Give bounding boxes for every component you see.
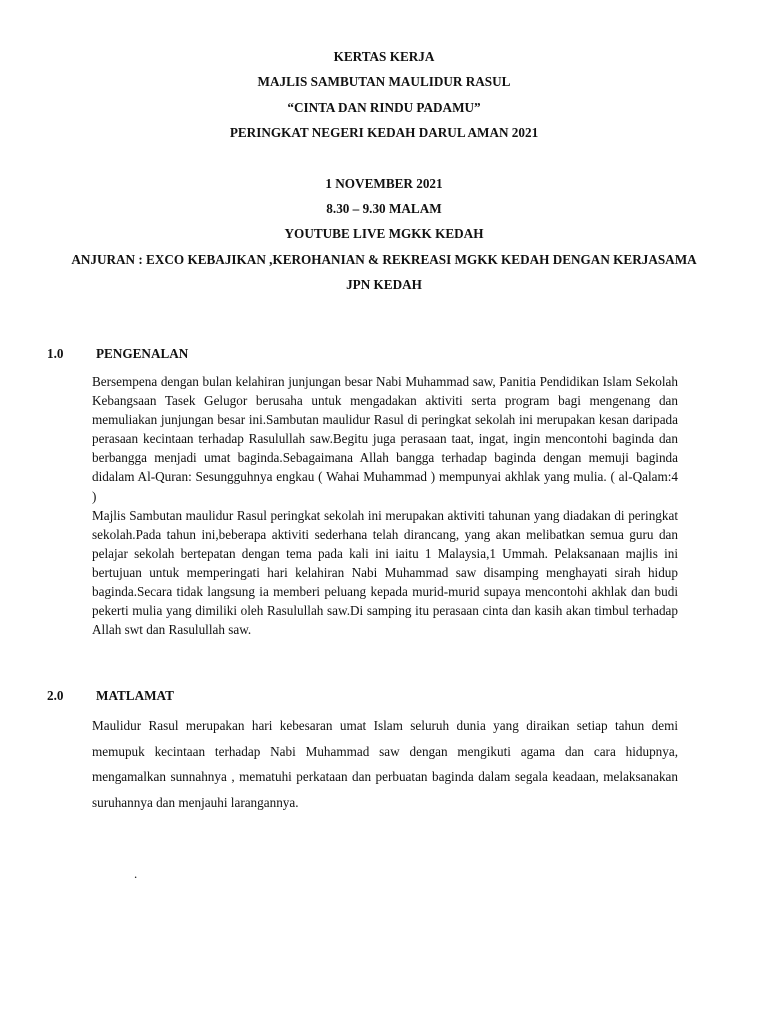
- event-venue: YOUTUBE LIVE MGKK KEDAH: [284, 226, 484, 242]
- section-body: [92, 713, 678, 816]
- document-header: [0, 44, 768, 298]
- doc-type-title: KERTAS KERJA: [333, 49, 435, 64]
- paragraph: Bersempena dengan bulan kelahiran junjungan besar Nabi Muhammad saw, Panitia Pendidikan Islam Sekolah Kebangsaan Tasek Gelugor berusaha untuk mengadakan aktiviti serta program bagi mengenang dan memuliakan junjungan besar ini.Sambutan maulidur Rasul di peringkat sekolah ini merupakan kesan daripada perasaan kecintaan terhadap Rasulullah saw.Begitu juga perasaan taat, ingat, ingin mencontohi baginda dan berbangga menjadi umat baginda.Sebagaimana Allah bangga terhadap baginda dengan memuji baginda didalam Al-Quran: Sesungguhnya engkau ( Wahai Muhammad ) mempunyai akhlak yang mulia. ( al-Qalam:4 ): [92, 374, 678, 504]
- event-organizer-cont: JPN KEDAH: [346, 277, 422, 293]
- event-organizer: ANJURAN : EXCO KEBAJIKAN ,KEROHANIAN & REKREASI MGKK KEDAH DENGAN KERJASAMA: [71, 251, 697, 267]
- event-level: PERINGKAT NEGERI KEDAH DARUL AMAN 2021: [229, 125, 539, 141]
- event-title: MAJLIS SAMBUTAN MAULIDUR RASUL: [257, 74, 511, 90]
- event-time: 8.30 – 9.30 MALAM: [326, 200, 442, 216]
- trailing-period: .: [134, 866, 138, 881]
- paragraph: Majlis Sambutan maulidur Rasul peringkat sekolah ini merupakan aktiviti tahunan yang diadakan di peringkat sekolah.Pada tahun ini,beberapa aktiviti sederhana telah dirancang, yang akan melibatkan semua guru dan pelajar sekolah bertepatan dengan tema pada kali ini iaitu 1 Malaysia,1 Ummah. Pelaksanaan majlis ini bertujuan untuk memperingati hari kelahiran Nabi Muhammad saw disamping menghayati sirah hidup baginda.Secara tidak langsung ia memberi peluang kepada murid-murid supaya mencontohi akhlak dan budi pekerti mulia yang dimiliki oleh Rasulullah saw.Di samping itu perasaan cinta dan kasih akan timbul terhadap Allah swt dan Rasulullah saw.: [92, 507, 678, 638]
- event-theme: “CINTA DAN RINDU PADAMU”: [287, 99, 481, 115]
- event-date: 1 NOVEMBER 2021: [325, 175, 443, 191]
- section-number: 2.0: [47, 688, 64, 703]
- section-title: MATLAMAT: [96, 688, 174, 703]
- section-body: [92, 372, 678, 639]
- paragraph: Maulidur Rasul merupakan hari kebesaran umat Islam seluruh dunia yang diraikan setiap tahun demi memupuk kecintaan terhadap Nabi Muhammad saw dengan mengikuti agama dan cara hidupnya, mengamalkan sunnahnya , mematuhi perkataan dan perbuatan baginda dalam segala keadaan, melaksanakan suruhannya dan menjauhi larangannya.: [92, 718, 678, 811]
- section-title: PENGENALAN: [96, 346, 189, 361]
- section-number: 1.0: [47, 346, 64, 361]
